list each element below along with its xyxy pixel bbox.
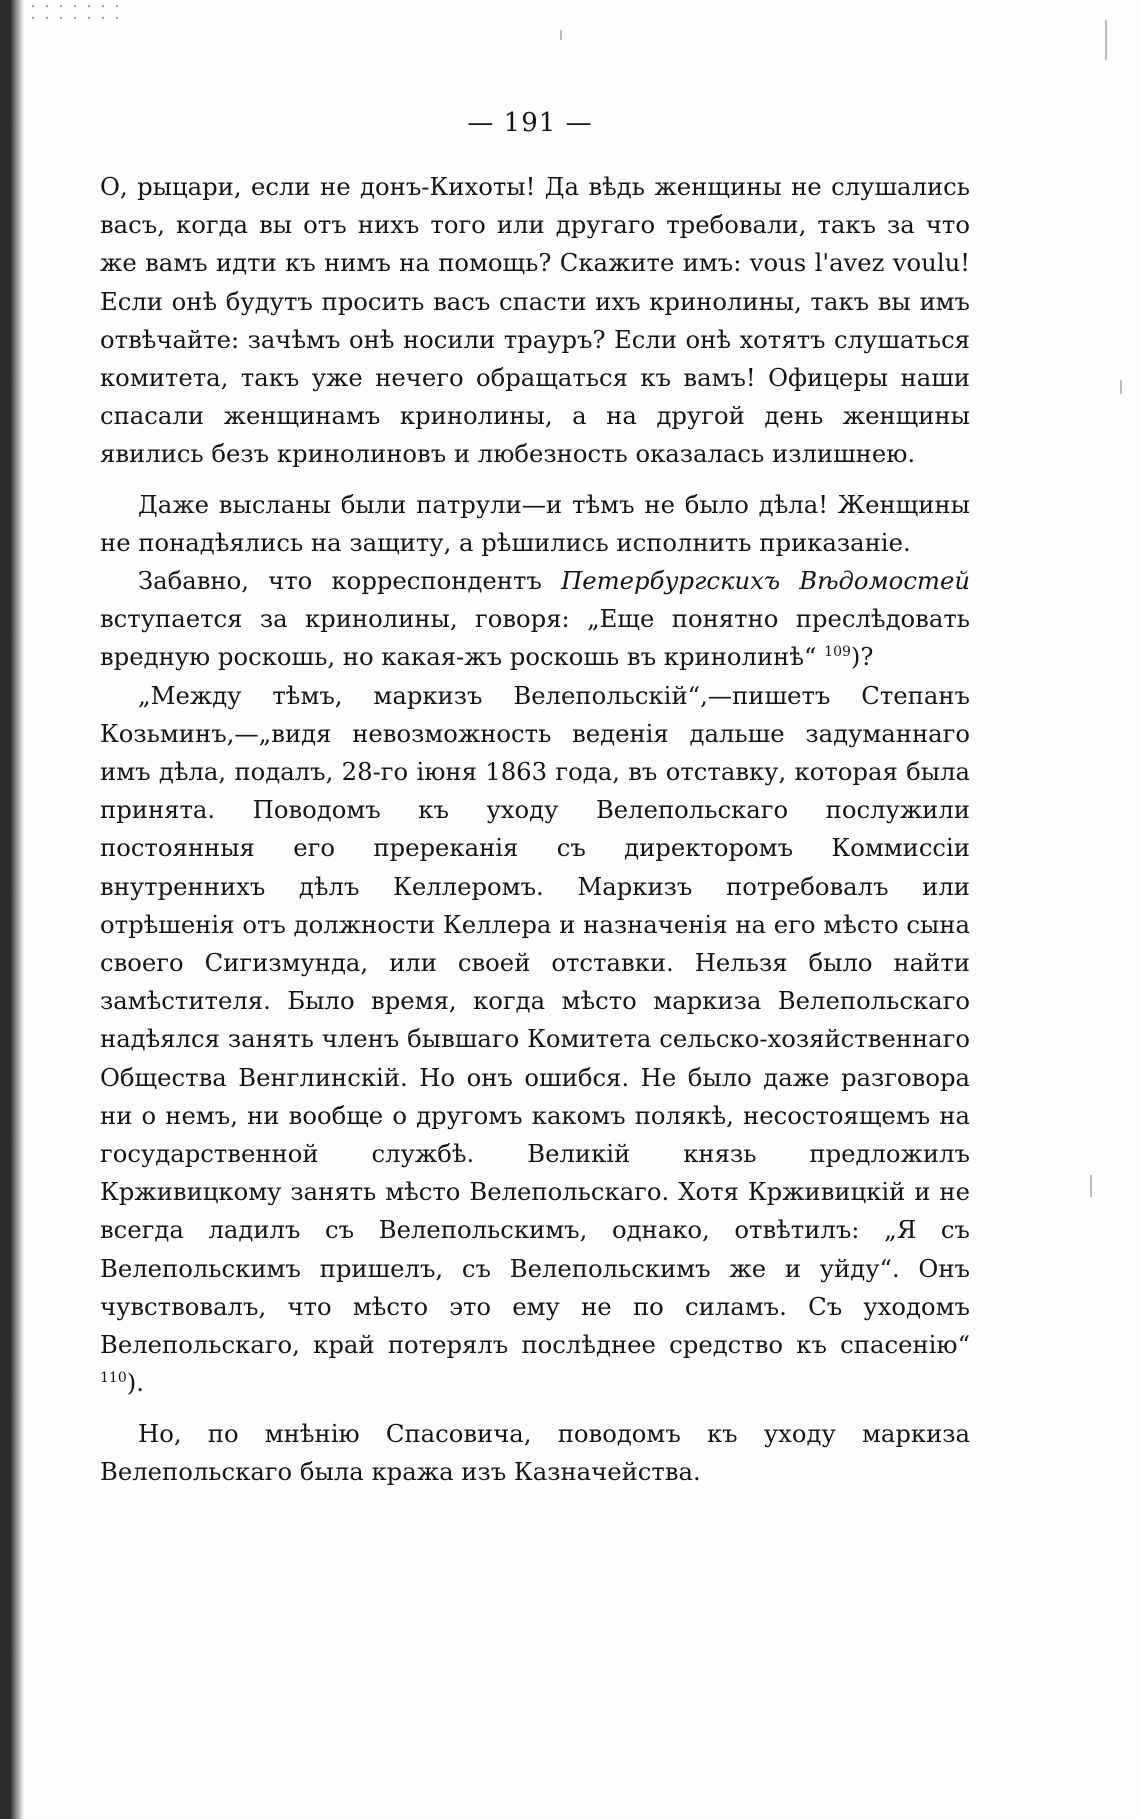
footnote-ref-110: 110 bbox=[100, 1370, 127, 1387]
paragraph-1: О, рыцари, если не донъ-Кихоты! Да вѣдь женщины не слушались васъ, когда вы отъ нихъ того или другаго требовали, такъ за что же вамъ идти къ нимъ на помощь? Скажите имъ: vous l'avez voulu! Если онѣ будутъ просить васъ спасти ихъ кринолины, такъ вы имъ отвѣчайте: зачѣмъ онѣ носили трауръ? Если онѣ хотятъ слушаться комитета, такъ уже нечего обращаться къ вамъ! Офицеры наши спасали женщинамъ кринолины, а на другой день женщины явились безъ кринолиновъ и любезность оказалась излишнею. bbox=[100, 172, 970, 469]
scan-speck bbox=[560, 30, 562, 40]
scan-noise bbox=[26, 0, 126, 20]
paragraph-4-text: „Между тѣмъ, маркизъ Велепольскій“,—пишетъ Степанъ Козьминъ,—„видя невозможность веденія дальше задуманнаго имъ дѣла, подалъ, 28-го іюня 1863 года, въ отставку, которая была принята. Поводомъ къ уходу Велепольскаго послужили постоянныя его пререканія съ директоромъ Коммиссіи внутреннихъ дѣлъ Келлеромъ. Маркизъ потребовалъ или отрѣшенія отъ должности Келлера и назначенія на его мѣсто сына своего Сигизмунда, или своей отставки. Нельзя было найти замѣстителя. Было время, когда мѣсто маркиза Велепольскаго надѣялся занять членъ бывшаго Комитета сельско-хозяйственнаго Общества Венглинскій. Но онъ ошибся. Не было даже разговора ни о немъ, ни вообще о другомъ какомъ полякѣ, несостоящемъ на государственной службѣ. Великій князь предложилъ Крживицкому занять мѣсто Велепольскаго. Хотя Крживицкій и не всегда ладилъ съ Велепольскимъ, однако, отвѣтилъ: „Я съ Велепольскимъ пришелъ, съ Велепольскимъ же и уйду“. Онъ чувствовалъ, что мѣсто это ему не по силамъ. Съ уходомъ Велепольскаго, край потерялъ послѣднее средство къ спасенію“ bbox=[100, 680, 970, 1360]
paragraph-3-rest: вступается за кринолины, говоря: „Еще понятно преслѣдовать вредную роскошь, но какая-жъ роскошь въ кринолинѣ“ bbox=[100, 604, 970, 672]
body-text bbox=[100, 168, 970, 1491]
scan-speck bbox=[1090, 1175, 1092, 1197]
scan-speck bbox=[1105, 20, 1107, 60]
newspaper-title: Петербургскихъ Вѣдомостей bbox=[561, 566, 970, 596]
paragraph-5: Но, по мнѣнію Спасовича, поводомъ къ уходу маркиза Велепольскаго была кража изъ Казначейства. bbox=[100, 1418, 970, 1486]
page-number: — 191 — bbox=[467, 108, 593, 138]
binding-edge bbox=[0, 0, 24, 1819]
scan-speck bbox=[1120, 380, 1122, 394]
paragraph-3 bbox=[100, 562, 970, 677]
paragraph-4 bbox=[100, 677, 970, 1403]
footnote-ref-109: 109 bbox=[824, 644, 851, 661]
paragraph-2: Даже высланы были патрули—и тѣмъ не было дѣла! Женщины не понадѣялись на защиту, а рѣшились исполнить приказаніе. bbox=[100, 489, 970, 557]
paragraph-4-tail: ). bbox=[126, 1368, 144, 1398]
paragraph-3-start: Забавно, что корреспондентъ bbox=[138, 566, 562, 596]
paragraph-3-tail: )? bbox=[850, 642, 874, 672]
